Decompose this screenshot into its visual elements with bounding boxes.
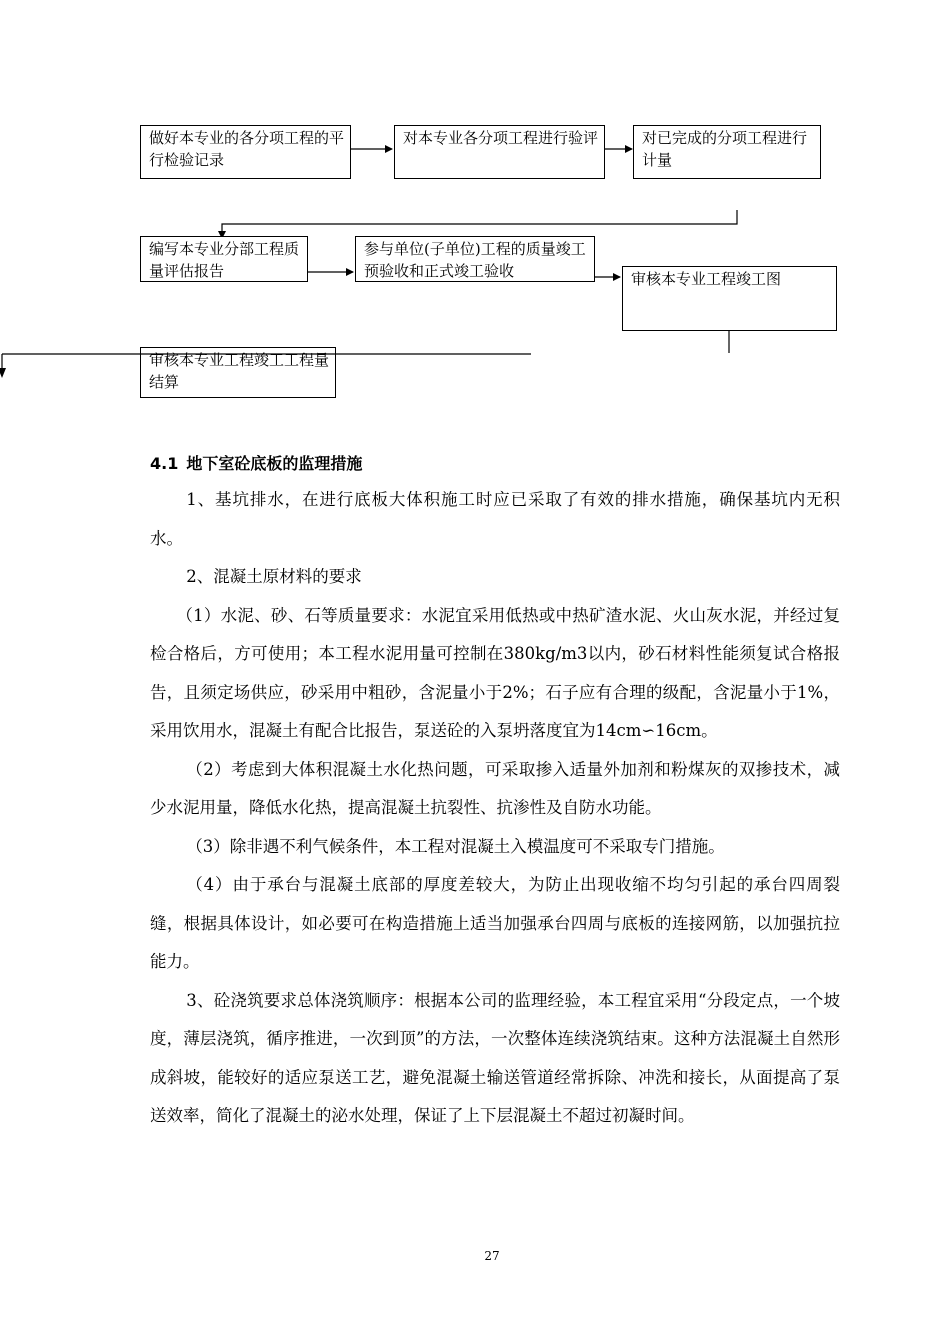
flowchart-return-connector <box>0 340 950 385</box>
paragraph-materials-heading: 2、混凝土原材料的要求 <box>186 567 362 586</box>
section-title: 地下室砼底板的监理措施 <box>186 454 363 473</box>
paragraph-cap-reinforcement: （4）由于承台与混凝土底部的厚度差较大，为防止出现收缩不均匀引起的承台四周裂缝，根据具体设计，如必要可在构造措施上适当加强承台四周与底板的连接网筋，以加强抗拉能力。 <box>150 875 840 971</box>
flow-box-parallel-inspection: 做好本专业的各分项工程的平行检验记录 <box>140 125 351 179</box>
flow-box-evaluate-subitems: 对本专业各分项工程进行验评 <box>394 125 605 179</box>
page-number: 27 <box>484 1249 500 1263</box>
section-heading <box>150 451 370 474</box>
flow-box-settlement: 审核本专业工程竣工工程量结算 <box>140 347 336 398</box>
flow-box-quality-assessment: 编写本专业分部工程质量评估报告 <box>140 236 308 282</box>
paragraph-pouring-sequence: 3、砼浇筑要求总体浇筑顺序：根据本公司的监理经验，本工程宜采用“分段定点，一个坡度，薄层浇筑，循序推进，一次到顶”的方法，一次整体连续浇筑结束。这种方法混凝土自然形成斜坡，能较好的适应泵送工艺，避免混凝土输送管道经常拆除、冲洗和接长，从面提高了泵送效率，简化了混凝土的泌水处理，保证了上下层混凝土不超过初凝时间。 <box>150 990 840 1125</box>
paragraph-drainage: 1、基坑排水，在进行底板大体积施工时应已采取了有效的排水措施，确保基坑内无积水。 <box>150 490 840 548</box>
section-number: 4.1 <box>150 454 179 473</box>
paragraph-placing-temperature: （3）除非遇不利气候条件，本工程对混凝土入模温度可不采取专门措施。 <box>186 836 725 856</box>
flow-box-review-drawings: 审核本专业工程竣工图 <box>622 266 837 331</box>
flow-box-measure-completed: 对已完成的分项工程进行计量 <box>633 125 821 179</box>
flow-box-completion-acceptance: 参与单位(子单位)工程的质量竣工预验收和正式竣工验收 <box>355 236 595 282</box>
connector-row1-to-row2 <box>222 210 737 238</box>
paragraph-hydration-heat: （2）考虑到大体积混凝土水化热问题，可采取掺入适量外加剂和粉煤灰的双掺技术，减少水泥用量，降低水化热，提高混凝土抗裂性、抗渗性及自防水功能。 <box>150 759 840 817</box>
paragraph-material-quality: （1）水泥、砂、石等质量要求：水泥宜采用低热或中热矿渣水泥、火山灰水泥，并经过复检合格后，方可使用；本工程水泥用量可控制在380kg/m3以内，砂石材料性能须复试合格报告，且须定场供应，砂采用中粗砂，含泥量小于2%；石子应有合理的级配，含泥量小于1%，采用饮用水，混凝土有配合比报告，泵送砼的入泵坍落度宜为14cm∽16cm。 <box>150 605 840 740</box>
body-text <box>150 481 840 1136</box>
